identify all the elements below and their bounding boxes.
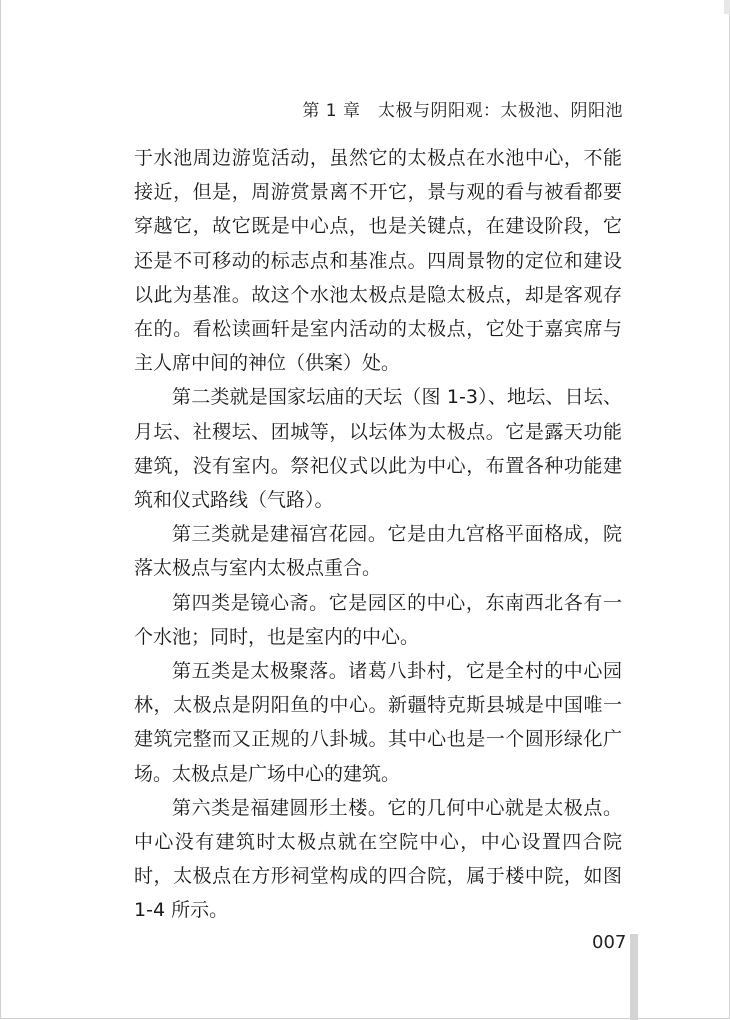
- paragraph-3: 第三类就是建福宫花园。它是由九宫格平面格成，院落太极点与室内太极点重合。: [134, 523, 622, 580]
- page-number: 007: [592, 932, 627, 953]
- paragraph-5: 第五类是太极聚落。诸葛八卦村，它是全村的中心园林，太极点是阴阳鱼的中心。新疆特克斯县城是中国唯一建筑完整而又正规的八卦城。其中心也是一个圆形绿化广场。太极点是广场中心的建筑。: [134, 660, 622, 785]
- paragraph-6: 第六类是福建圆形土楼。它的几何中心就是太极点。中心没有建筑时太极点就在空院中心，中心设置四合院时，太极点在方形祠堂构成的四合院，属于楼中院，如图 1-4 所示。: [134, 796, 622, 922]
- body-text: [134, 141, 622, 928]
- paragraph-2: 第二类就是国家坛庙的天坛（图 1-3）、地坛、日坛、月坛、社稷坛、团城等，以坛体为太极点。它是露天功能建筑，没有室内。祭祀仪式以此为中心，布置各种功能建筑和仪式路线（气路）。: [134, 386, 622, 512]
- running-header: 第 1 章 太极与阴阳观：太极池、阴阳池: [302, 101, 623, 121]
- paragraph-1: 于水池周边游览活动，虽然它的太极点在水池中心，不能接近，但是，周游赏景离不开它，景与观的看与被看都要穿越它，故它既是中心点，也是关键点，在建设阶段，它还是不可移动的标志点和基准点。四周景物的定位和建设以此为基准。故这个水池太极点是隐太极点，却是客观存在的。看松读画轩是室内活动的太极点，它处于嘉宾席与主人席中间的神位（供案）处。: [134, 147, 622, 375]
- thumb-tab-bar: [630, 934, 638, 1020]
- paragraph-4: 第四类是镜心斋。它是园区的中心，东南西北各有一个水池；同时，也是室内的中心。: [134, 591, 622, 648]
- corner-mark: [724, 0, 730, 14]
